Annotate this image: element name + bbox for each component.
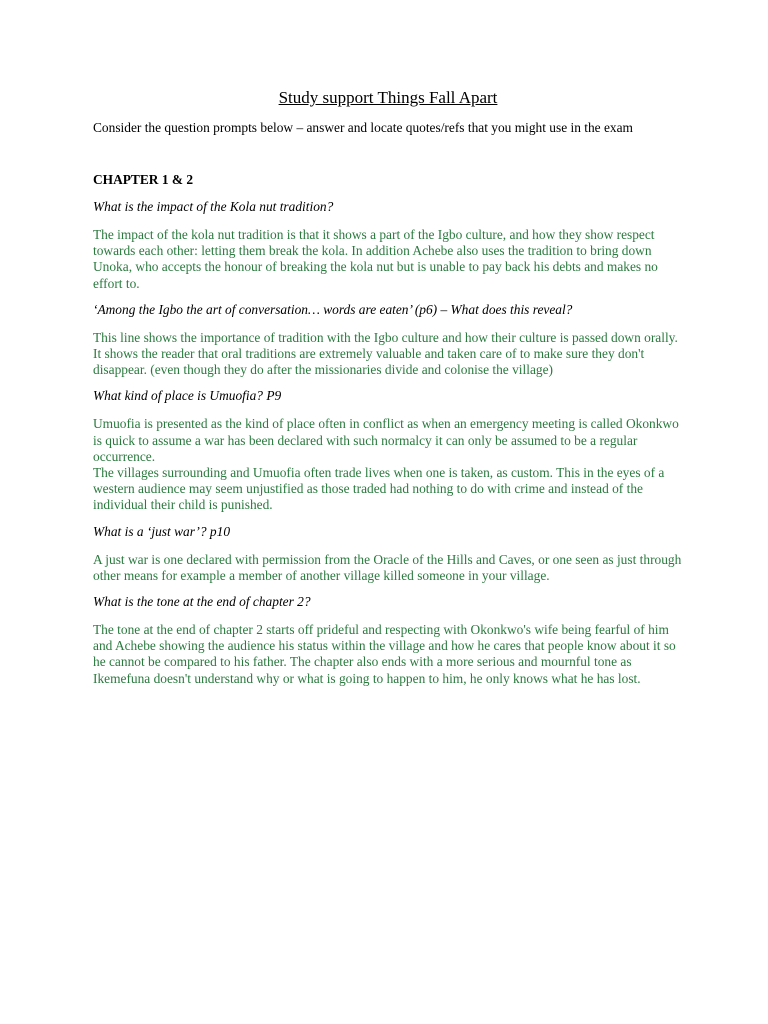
section-3: [93, 388, 683, 513]
answer-paragraph: Umuofia is presented as the kind of place often in conflict as when an emergency meeting is called Okonkwo is quick to assume a war has been declared with such normalcy it can only be assumed to be a regular occurrence.: [93, 416, 679, 464]
question-kola-nut: What is the impact of the Kola nut tradition?: [93, 199, 334, 214]
section-1: [93, 199, 683, 292]
answer-paragraph: This line shows the importance of tradition with the Igbo culture and how their culture is passed down orally. It shows the reader that oral traditions are extremely valuable and taken care of to make sure they don't disappear. (even though they do after the missionaries divide and colonise the village): [93, 329, 678, 378]
question-umuofia: What kind of place is Umuofia? P9: [93, 388, 282, 404]
answer-art-of-conversation: [93, 330, 683, 379]
question-art-of-conversation: ‘Among the Igbo the art of conversation… words are eaten’ (p6) – What does this reveal?: [93, 301, 573, 317]
answer-paragraph: The tone at the end of chapter 2 starts off prideful and respecting with Okonkwo's wife being fearful of him and Achebe showing the audience his status within the village and how he cares that people know about it so he cannot be compared to his father. The chapter also ends with a more serious and mournful tone as Ikemefuna doesn't understand why or what is going to happen to him, he only knows what he has lost.: [93, 622, 676, 686]
answer-tone-chapter-2: [93, 622, 683, 687]
document-title: Study support Things Fall Apart: [278, 88, 498, 107]
chapter-heading: CHAPTER 1 & 2: [93, 172, 194, 187]
answer-kola-nut: [93, 227, 683, 292]
answer-paragraph: A just war is one declared with permission from the Oracle of the Hills and Caves, or one seen as just through other means for example a member of another village killed someone in your village.: [93, 551, 682, 583]
answer-paragraph: The impact of the kola nut tradition is that it shows a part of the Igbo culture, and how they show respect towards each other: letting them break the kola. In addition Achebe also uses the tradition to bring down Unoka, who accepts the honour of breaking the kola nut but is unable to pay back his debts and makes no effort to.: [93, 227, 658, 291]
document-intro: Consider the question prompts below – answer and locate quotes/refs that you might use in the exam: [93, 120, 633, 135]
answer-paragraph: The villages surrounding and Umuofia often trade lives when one is taken, as custom. This in the eyes of a western audience may seem unjustified as those traded had nothing to do with crime and instead of the individual their child is punished.: [93, 465, 665, 513]
section-2: [93, 302, 683, 379]
question-just-war: What is a ‘just war’? p10: [93, 523, 231, 539]
answer-umuofia: [93, 416, 683, 513]
section-4: [93, 524, 683, 584]
document-page: [93, 88, 683, 697]
section-5: [93, 594, 683, 687]
answer-just-war: [93, 552, 683, 584]
question-tone-chapter-2: What is the tone at the end of chapter 2?: [93, 594, 311, 610]
